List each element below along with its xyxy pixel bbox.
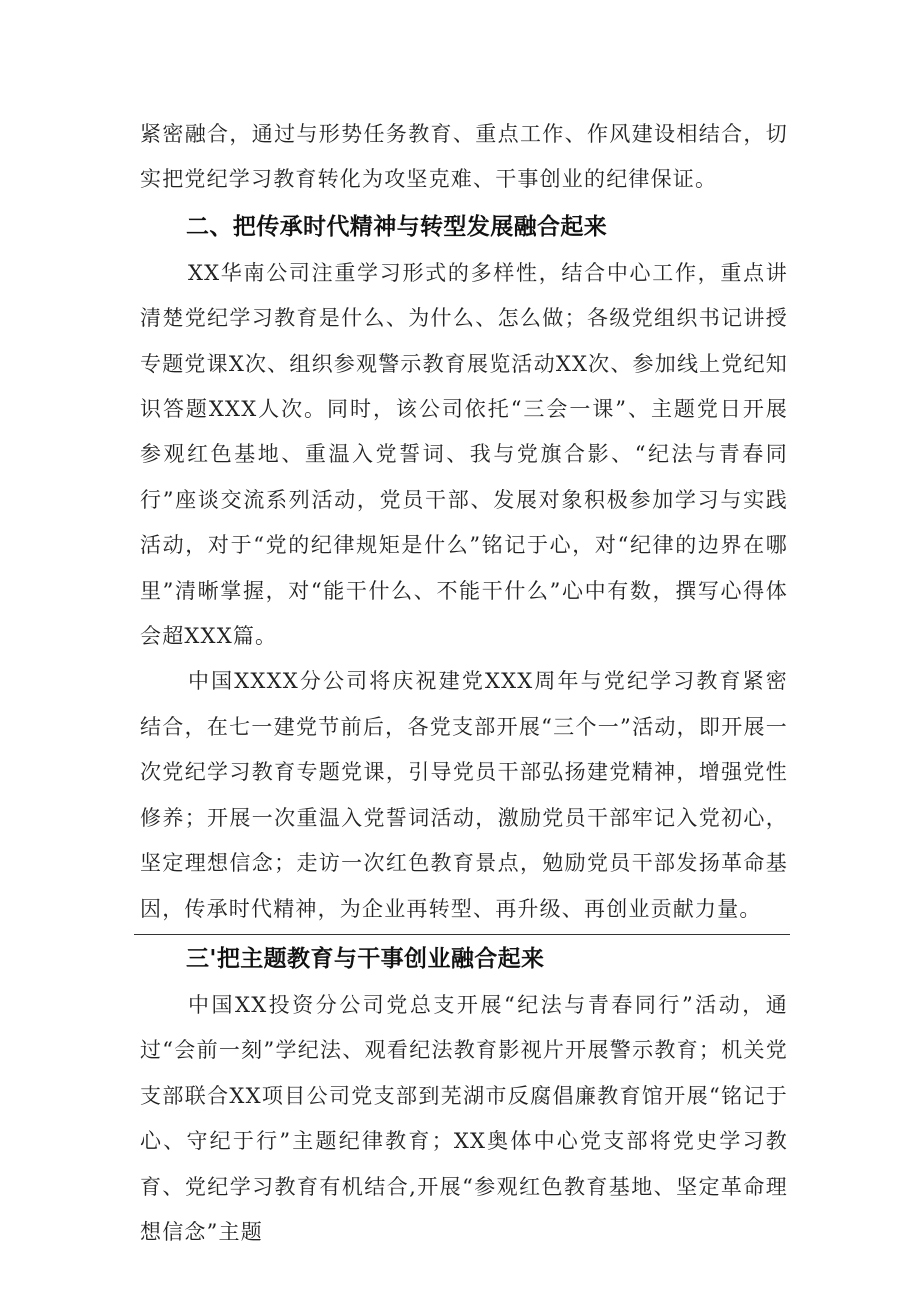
paragraph-intro: 紧密融合，通过与形势任务教育、重点工作、作风建设相结合，切实把党纪学习教育转化为攻坚克难、干事创业的纪律保证。 xyxy=(140,122,788,192)
paragraph-3a: 中国XX投资分公司党总支开展“纪法与青春同行”活动，通过“会前一刻”学纪法、观看纪法教育影视片开展警示教育；机关党支部联合XX项目公司党支部到芜湖市反腐倡廉教育馆开展“铭记于心、守纪于行”主题纪律教育；XX奥体中心党支部将党史学习教育、党纪学习教育有机结合,开展“参观红色教育基地、坚定革命理想信念”主题 xyxy=(140,992,788,1244)
document-body xyxy=(140,112,788,1255)
section-heading-3: 三'把主题教育与干事创业融合起来 xyxy=(186,945,545,972)
section-heading-2: 二、把传承时代精神与转型发展融合起来 xyxy=(186,213,608,240)
paragraph-2b: 中国XXXX分公司将庆祝建党XXX周年与党纪学习教育紧密结合，在七一建党节前后，各党支部开展“三个一”活动，即开展一次党纪学习教育专题党课，引导党员干部弘扬建党精神，增强党性修养；开展一次重温入党誓词活动，激励党员干部牢记入党初心，坚定理想信念；走访一次红色教育景点，勉励党员干部发扬革命基因，传承时代精神，为企业再转型、再升级、再创业贡献力量。 xyxy=(140,669,788,921)
paragraph-2a: XX华南公司注重学习形式的多样性，结合中心工作，重点讲清楚党纪学习教育是什么、为什么、怎么做；各级党组织书记讲授专题党课X次、组织参观警示教育展览活动XX次、参加线上党纪知识答题XXX人次。同时，该公司依托“三会一课”、主题党日开展参观红色基地、重温入党誓词、我与党旗合影、“纪法与青春同行”座谈交流系列活动，党员干部、发展对象积极参加学习与实践活动，对于“党的纪律规矩是什么”铭记于心，对“纪律的边界在哪里”清晰掌握，对“能干什么、不能干什么”心中有数，撰写心得体会超XXX篇。 xyxy=(140,260,788,649)
